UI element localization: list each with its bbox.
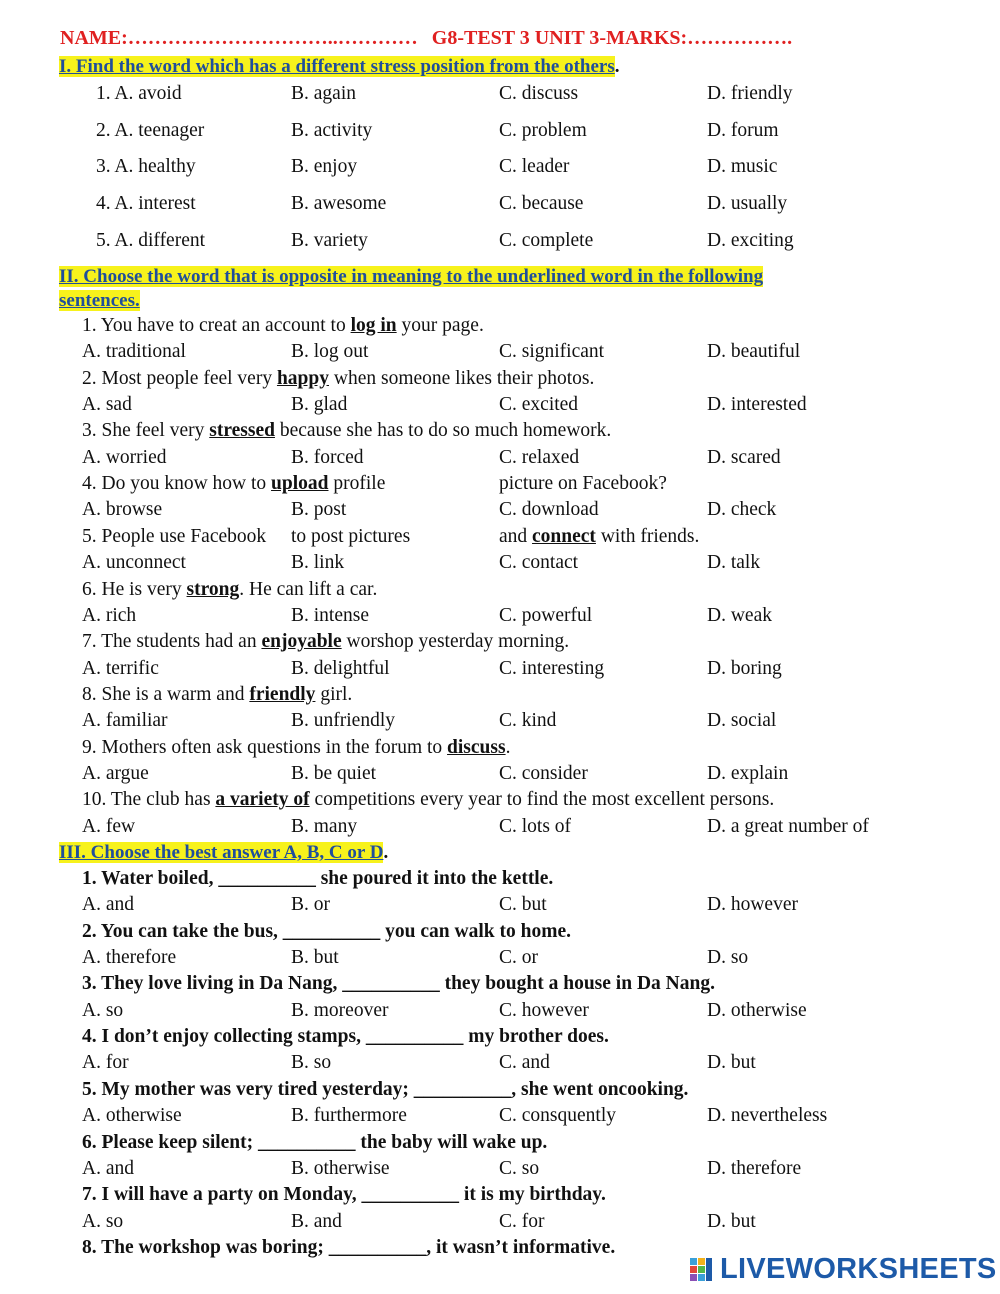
s2-q1-option-a[interactable]: A. traditional — [82, 341, 186, 363]
s2-question-6: 6. He is very strong. He can lift a car. — [82, 578, 378, 600]
s2-q1-option-d[interactable]: D. beautiful — [707, 341, 801, 363]
s3-q4-option-c[interactable]: C. and — [499, 1052, 550, 1074]
underlined-word: strong — [186, 578, 240, 600]
section-1-heading: I. Find the word which has a different stress position from the others. — [59, 56, 620, 77]
liveworksheets-logo-icon — [690, 1258, 714, 1282]
s2-q6-option-d[interactable]: D. weak — [707, 604, 772, 626]
underlined-word: stressed — [209, 420, 275, 442]
s2-question-5-end: and connect with friends. — [499, 525, 700, 547]
s3-q6-option-c[interactable]: C. so — [499, 1157, 540, 1179]
s2-q9-option-d[interactable]: D. explain — [707, 762, 789, 784]
s2-q4-option-b[interactable]: B. post — [291, 499, 347, 521]
underlined-word: a variety of — [215, 789, 310, 811]
s2-q1-option-c[interactable]: C. significant — [499, 341, 605, 363]
s2-q2-option-c[interactable]: C. excited — [499, 394, 579, 416]
s1-q3-option-b[interactable]: B. enjoy — [291, 156, 358, 177]
s3-q2-option-a[interactable]: A. therefore — [82, 947, 177, 969]
s3-q1-option-c[interactable]: C. but — [499, 894, 547, 916]
s2-q8-option-c[interactable]: C. kind — [499, 710, 557, 732]
s3-question-4: 4. I don’t enjoy collecting stamps, __________ my brother does. — [82, 1026, 609, 1048]
underlined-word: enjoyable — [261, 631, 342, 653]
s2-q5-option-c[interactable]: C. contact — [499, 552, 579, 574]
s2-q2-option-d[interactable]: D. interested — [707, 394, 807, 416]
s3-q2-option-c[interactable]: C. or — [499, 947, 538, 969]
s3-q2-option-d[interactable]: D. so — [707, 947, 749, 969]
s2-question-9: 9. Mothers often ask questions in the forum to discuss. — [82, 736, 511, 758]
s3-q5-option-a[interactable]: A. otherwise — [82, 1105, 182, 1127]
s3-q4-option-b[interactable]: B. so — [291, 1052, 332, 1074]
s2-question-4: 4. Do you know how to upload profile — [82, 473, 386, 495]
s2-q2-option-b[interactable]: B. glad — [291, 394, 348, 416]
s2-q10-option-b[interactable]: B. many — [291, 815, 358, 837]
s3-q5-option-b[interactable]: B. furthermore — [291, 1105, 407, 1127]
s3-q1-option-d[interactable]: D. however — [707, 894, 798, 916]
s1-q4-option-d[interactable]: D. usually — [707, 193, 788, 214]
s1-q2-option-d[interactable]: D. forum — [707, 120, 779, 141]
s3-q7-option-d[interactable]: D. but — [707, 1210, 756, 1232]
s2-question-10: 10. The club has a variety of competitions every year to find the most excellent persons. — [82, 789, 775, 811]
s1-q1-option-a[interactable]: 1. A. avoid — [96, 83, 182, 104]
test-marks-label: G8-TEST 3 UNIT 3-MARKS:……………. — [431, 27, 793, 49]
s1-q3-option-a[interactable]: 3. A. healthy — [96, 156, 196, 177]
s1-q3-option-d[interactable]: D. music — [707, 156, 778, 177]
s2-q9-option-b[interactable]: B. be quiet — [291, 762, 377, 784]
s2-q5-option-d[interactable]: D. talk — [707, 552, 761, 574]
s1-q5-option-c[interactable]: C. complete — [499, 230, 594, 251]
s2-question-1: 1. You have to creat an account to log in your page. — [82, 315, 484, 336]
s2-q8-option-b[interactable]: B. unfriendly — [291, 710, 395, 732]
s2-q6-option-a[interactable]: A. rich — [82, 604, 137, 626]
s2-q6-option-c[interactable]: C. powerful — [499, 604, 593, 626]
s3-q6-option-b[interactable]: B. otherwise — [291, 1157, 390, 1179]
section-3-heading: III. Choose the best answer A, B, C or D. — [59, 842, 389, 863]
underlined-word: upload — [271, 473, 329, 495]
s3-question-2: 2. You can take the bus, __________ you can walk to home. — [82, 920, 571, 942]
s3-question-8: 8. The workshop was boring; __________, it wasn’t informative. — [82, 1236, 616, 1258]
s3-q5-option-c[interactable]: C. consquently — [499, 1105, 616, 1127]
s1-q1-option-d[interactable]: D. friendly — [707, 83, 793, 104]
s1-q1-option-c[interactable]: C. discuss — [499, 83, 579, 104]
logo-text: LIVEWORKSHEETS — [720, 1253, 997, 1285]
s1-q5-option-d[interactable]: D. exciting — [707, 230, 794, 251]
s2-q6-option-b[interactable]: B. intense — [291, 604, 369, 626]
s1-q5-option-a[interactable]: 5. A. different — [96, 230, 206, 251]
underlined-word: happy — [276, 367, 329, 389]
s2-q7-option-b[interactable]: B. delightful — [291, 657, 390, 679]
s2-question-3: 3. She feel very stressed because she has to do so much homework. — [82, 420, 612, 442]
s2-q4-option-a[interactable]: A. browse — [82, 499, 163, 521]
s3-question-1: 1. Water boiled, __________ she poured it into the kettle. — [82, 868, 554, 889]
s3-q3-option-b[interactable]: B. moreover — [291, 999, 389, 1021]
s2-q7-option-c[interactable]: C. interesting — [499, 657, 605, 679]
s3-q3-option-c[interactable]: C. however — [499, 999, 589, 1021]
s2-q1-option-b[interactable]: B. log out — [291, 341, 369, 363]
s2-q3-option-c[interactable]: C. relaxed — [499, 446, 580, 468]
s2-q3-option-b[interactable]: B. forced — [291, 446, 364, 468]
s2-q8-option-a[interactable]: A. familiar — [82, 710, 168, 732]
s2-q4-option-d[interactable]: D. check — [707, 499, 777, 521]
underlined-word: log in — [350, 315, 397, 336]
s1-q1-option-b[interactable]: B. again — [291, 83, 356, 104]
s3-question-6: 6. Please keep silent; __________ the baby will wake up. — [82, 1131, 548, 1153]
s2-q4-option-c[interactable]: C. download — [499, 499, 599, 521]
s2-q9-option-a[interactable]: A. argue — [82, 762, 149, 784]
underlined-word: connect — [532, 525, 596, 547]
underlined-word: discuss — [447, 736, 506, 758]
s2-q8-option-d[interactable]: D. social — [707, 710, 777, 732]
s3-question-7: 7. I will have a party on Monday, __________ it is my birthday. — [82, 1184, 606, 1206]
s2-question-5: 5. People use Facebook — [82, 525, 267, 547]
s3-q3-option-d[interactable]: D. otherwise — [707, 999, 807, 1021]
s3-q7-option-a[interactable]: A. so — [82, 1210, 124, 1232]
s3-question-3: 3. They love living in Da Nang, __________ they bought a house in Da Nang. — [82, 973, 715, 995]
s2-q5-option-b[interactable]: B. link — [291, 552, 345, 574]
name-label[interactable]: NAME:…………………………..………… — [60, 27, 418, 49]
s1-q5-option-b[interactable]: B. variety — [291, 230, 368, 251]
s3-q7-option-b[interactable]: B. and — [291, 1210, 342, 1232]
s2-question-2: 2. Most people feel very happy when someone likes their photos. — [82, 367, 595, 389]
s2-question-5-mid: to post pictures — [291, 525, 411, 547]
s2-q5-option-a[interactable]: A. unconnect — [82, 552, 186, 574]
s3-q1-option-b[interactable]: B. or — [291, 894, 330, 916]
section-2-heading: II. Choose the word that is opposite in meaning to the underlined word in the following sentences. — [59, 266, 764, 311]
s2-question-8: 8. She is a warm and friendly girl. — [82, 683, 353, 705]
s1-q3-option-c[interactable]: C. leader — [499, 156, 570, 177]
s2-q10-option-a[interactable]: A. few — [82, 815, 136, 837]
s2-q10-option-c[interactable]: C. lots of — [499, 815, 572, 837]
s1-q4-option-b[interactable]: B. awesome — [291, 193, 387, 214]
s2-q7-option-d[interactable]: D. boring — [707, 657, 782, 679]
s3-q6-option-d[interactable]: D. therefore — [707, 1157, 802, 1179]
s3-q3-option-a[interactable]: A. so — [82, 999, 124, 1021]
s3-q6-option-a[interactable]: A. and — [82, 1157, 134, 1179]
s2-q2-option-a[interactable]: A. sad — [82, 394, 132, 416]
s2-q7-option-a[interactable]: A. terrific — [82, 657, 159, 679]
liveworksheets-logo — [690, 1253, 997, 1285]
s3-q4-option-d[interactable]: D. but — [707, 1052, 756, 1074]
s2-question-7: 7. The students had an enjoyable worshop yesterday morning. — [82, 631, 570, 653]
s1-q4-option-a[interactable]: 4. A. interest — [96, 193, 196, 214]
s3-q7-option-c[interactable]: C. for — [499, 1210, 545, 1232]
s1-q4-option-c[interactable]: C. because — [499, 193, 584, 214]
underlined-word: friendly — [249, 683, 316, 705]
s3-question-5: 5. My mother was very tired yesterday; __________, she went oncooking. — [82, 1078, 689, 1100]
s1-q2-option-b[interactable]: B. activity — [291, 120, 373, 141]
s2-q9-option-c[interactable]: C. consider — [499, 762, 588, 784]
s2-q3-option-d[interactable]: D. scared — [707, 446, 781, 468]
s1-q2-option-a[interactable]: 2. A. teenager — [96, 120, 205, 141]
s1-q2-option-c[interactable]: C. problem — [499, 120, 587, 141]
s3-q4-option-a[interactable]: A. for — [82, 1052, 129, 1074]
s2-question-4-end: picture on Facebook? — [499, 473, 667, 495]
s2-q10-option-d[interactable]: D. a great number of — [707, 815, 869, 837]
s3-q5-option-d[interactable]: D. nevertheless — [707, 1105, 828, 1127]
s3-q1-option-a[interactable]: A. and — [82, 894, 134, 916]
s2-q3-option-a[interactable]: A. worried — [82, 446, 167, 468]
s3-q2-option-b[interactable]: B. but — [291, 947, 339, 969]
worksheet-header — [60, 27, 792, 50]
